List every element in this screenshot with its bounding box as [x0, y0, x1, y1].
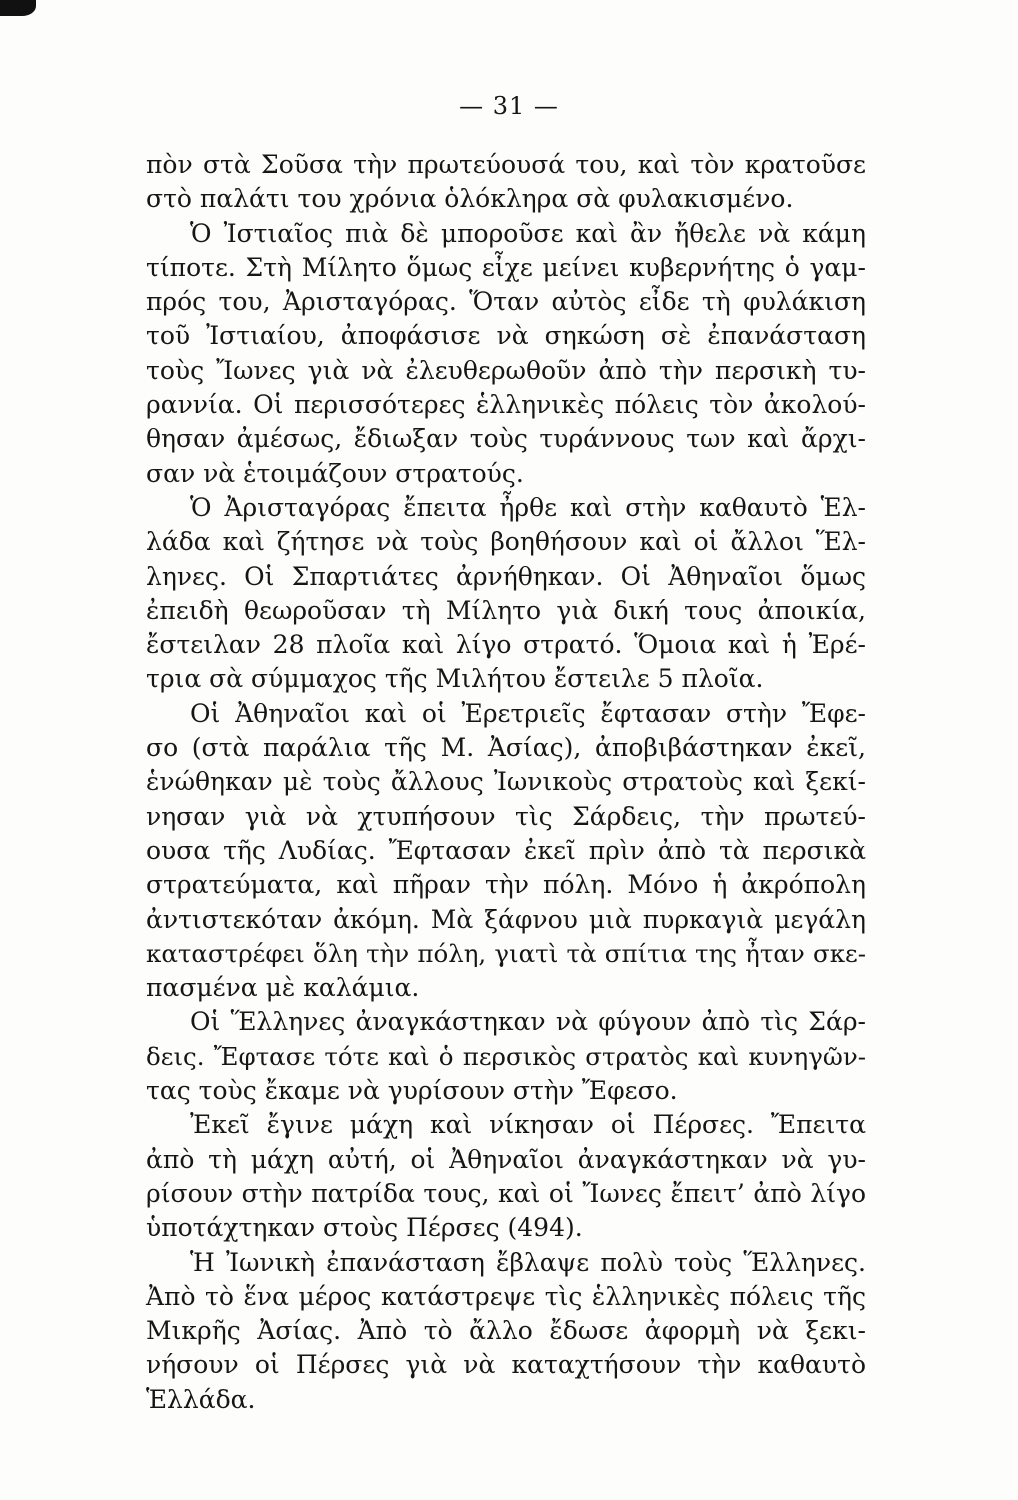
text-line: σαν νὰ ἑτοιμάζουν στρατούς.: [146, 458, 524, 488]
text-line: ληνες. Οἱ Σπαρτιάτες ἀρνήθηκαν. Οἱ Ἀθηναῖοι ὅμως: [146, 561, 866, 591]
text-line: τοῦ Ἰστιαίου, ἀποφάσισε νὰ σηκώση σὲ ἐπανάσταση: [146, 321, 866, 351]
text-line: Ἐκεῖ ἔγινε μάχη καὶ νίκησαν οἱ Πέρσες. Ἔπειτα: [190, 1110, 866, 1140]
text-line: τίποτε. Στὴ Μίλητο ὅμως εἶχε μείνει κυβερνήτης ὁ γαμ-: [146, 252, 866, 282]
text-line: πὸν στὰ Σοῦσα τὴν πρωτεύουσά του, καὶ τὸν κρατοῦσε: [146, 150, 866, 179]
text-line: Οἱ Ἀθηναῖοι καὶ οἱ Ἐρετριεῖς ἔφτασαν στὴν Ἔφε-: [190, 698, 866, 728]
text-line: Οἱ Ἕλληνες ἀναγκάστηκαν νὰ φύγουν ἀπὸ τὶς Σάρ-: [190, 1007, 866, 1037]
text-line: σο (στὰ παράλια τῆς Μ. Ἀσίας), ἀποβιβάστηκαν ἐκεῖ,: [146, 733, 866, 763]
text-line: ἀντιστεκόταν ἀκόμη. Μὰ ξάφνου μιὰ πυρκαγιὰ μεγάλη: [146, 904, 866, 934]
text-line: στρατεύματα, καὶ πῆραν τὴν πόλη. Μόνο ἡ ἀκρόπολη: [146, 870, 866, 900]
text-line: ἐπειδὴ θεωροῦσαν τὴ Μίλητο γιὰ δική τους ἀποικία,: [146, 595, 866, 625]
text-line: νησαν γιὰ νὰ χτυπήσουν τὶς Σάρδεις, τὴν πρωτεύ-: [146, 801, 866, 831]
text-line: λάδα καὶ ζήτησε νὰ τοὺς βοηθήσουν καὶ οἱ ἄλλοι Ἕλ-: [146, 527, 866, 557]
text-line: Μικρῆς Ἀσίας. Ἀπὸ τὸ ἄλλο ἔδωσε ἀφορμὴ νὰ ξεκι-: [146, 1316, 866, 1346]
text-line: πρός του, Ἀρισταγόρας. Ὅταν αὐτὸς εἶδε τὴ φυλάκιση: [146, 287, 866, 317]
text-line: ουσα τῆς Λυδίας. Ἔφτασαν ἐκεῖ πρὶν ἀπὸ τὰ περσικὰ: [146, 835, 866, 865]
page-number: — 31 —: [459, 92, 559, 120]
text-line: Ὁ Ἰστιαῖος πιὰ δὲ μποροῦσε καὶ ἂν ἤθελε νὰ κάμη: [190, 218, 866, 248]
text-line: στὸ παλάτι του χρόνια ὁλόκληρα σὰ φυλακισμένο.: [146, 184, 794, 214]
text-line: ἔστειλαν 28 πλοῖα καὶ λίγο στρατό. Ὅμοια καὶ ἡ Ἐρέ-: [146, 630, 866, 660]
body-text: [146, 148, 866, 1417]
text-line: Ἀπὸ τὸ ἕνα μέρος κατάστρεψε τὶς ἑλληνικὲς πόλεις τῆς: [146, 1281, 866, 1311]
text-line: ὑποτάχτηκαν στοὺς Πέρσες (494).: [146, 1213, 583, 1243]
text-line: Ἡ Ἰωνικὴ ἐπανάσταση ἔβλαψε πολὺ τοὺς Ἕλληνες.: [190, 1247, 866, 1277]
text-line: ἀπὸ τὴ μάχη αὐτή, οἱ Ἀθηναῖοι ἀναγκάστηκαν νὰ γυ-: [146, 1144, 866, 1174]
text-line: ρίσουν στὴν πατρίδα τους, καὶ οἱ Ἴωνες ἔπειτ’ ἀπὸ λίγο: [146, 1178, 866, 1208]
scan-corner-mark: [0, 0, 36, 16]
text-line: ἑνώθηκαν μὲ τοὺς ἄλλους Ἰωνικοὺς στρατοὺς καὶ ξεκί-: [146, 767, 866, 797]
text-line: θησαν ἀμέσως, ἔδιωξαν τοὺς τυράννους των καὶ ἄρχι-: [146, 424, 866, 454]
text-line: δεις. Ἔφτασε τότε καὶ ὁ περσικὸς στρατὸς καὶ κυνηγῶν-: [146, 1041, 866, 1071]
text-line: καταστρέφει ὅλη τὴν πόλη, γιατὶ τὰ σπίτια της ἦταν σκε-: [146, 938, 866, 968]
text-line: τρια σὰ σύμμαχος τῆς Μιλήτου ἔστειλε 5 πλοῖα.: [146, 664, 764, 694]
text-line: Ἑλλάδα.: [146, 1384, 256, 1414]
text-line: ραννία. Οἱ περισσότερες ἑλληνικὲς πόλεις τὸν ἀκολού-: [146, 390, 866, 420]
text-line: νήσουν οἱ Πέρσες γιὰ νὰ καταχτήσουν τὴν καθαυτὸ: [146, 1350, 866, 1380]
text-line: τας τοὺς ἔκαμε νὰ γυρίσουν στὴν Ἔφεσο.: [146, 1076, 678, 1106]
text-line: Ὁ Ἀρισταγόρας ἔπειτα ἦρθε καὶ στὴν καθαυτὸ Ἑλ-: [190, 492, 866, 522]
text-line: πασμένα μὲ καλάμια.: [146, 973, 420, 1003]
text-line: τοὺς Ἴωνες γιὰ νὰ ἐλευθερωθοῦν ἀπὸ τὴν περσικὴ τυ-: [146, 355, 866, 385]
